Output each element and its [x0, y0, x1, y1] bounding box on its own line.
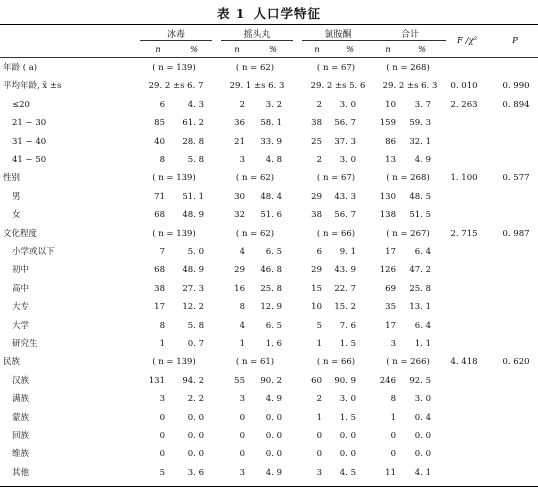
group-n-count: ( n = 268)	[386, 63, 430, 73]
percent-cell: 48. 9	[182, 210, 204, 221]
percent-cell: 12. 2	[182, 302, 204, 313]
row-label: 汉族	[12, 375, 30, 386]
percent-cell: 4. 9	[265, 467, 282, 478]
count-cell: 10	[385, 99, 396, 110]
count-cell: 60	[311, 375, 322, 386]
row-label: 年龄 ( a)	[3, 63, 38, 73]
count-cell: 0	[239, 412, 245, 423]
count-cell: 68	[154, 210, 165, 221]
header-f-chi: F /χ²	[456, 36, 478, 46]
percent-cell: 3. 0	[339, 99, 356, 110]
count-cell: 0	[159, 431, 165, 441]
percent-cell: 0. 0	[187, 449, 204, 460]
count-cell: 8	[390, 394, 396, 405]
percent-cell: 1. 6	[265, 339, 282, 349]
count-cell: 3	[239, 394, 245, 405]
table-row	[0, 78, 538, 95]
count-cell: 25	[311, 136, 322, 147]
percent-cell: 43. 9	[334, 265, 356, 276]
percent-cell: 59. 3	[409, 118, 431, 129]
count-cell: 68	[154, 265, 165, 276]
percent-cell: 56. 7	[334, 118, 356, 129]
percent-cell: 0. 0	[414, 431, 431, 441]
percent-cell: 27. 3	[182, 283, 204, 294]
p-value: 0. 990	[502, 81, 530, 92]
percent-cell: 25. 8	[260, 283, 282, 294]
count-cell: 8	[159, 155, 165, 165]
table-row	[0, 207, 538, 224]
row-label: 大学	[12, 320, 30, 331]
mean-age-value: 29. 2 ±s 6. 7	[148, 81, 204, 92]
row-label: 初中	[12, 265, 30, 276]
percent-cell: 0. 4	[414, 412, 431, 423]
row-label: 41 ~ 50	[12, 155, 47, 165]
percent-cell: 4. 5	[339, 467, 356, 478]
p-value: 0. 987	[502, 228, 530, 239]
sub-n-1: n	[155, 45, 161, 55]
percent-cell: 58. 1	[260, 118, 282, 129]
percent-cell: 33. 9	[260, 136, 282, 147]
table-row	[0, 60, 538, 77]
sub-n-4: n	[385, 45, 391, 55]
percent-cell: 6. 5	[265, 320, 282, 331]
p-value: 0. 894	[502, 99, 530, 110]
count-cell: 0	[390, 431, 396, 441]
percent-cell: 25. 8	[409, 283, 431, 294]
table-caption: 人口学特征	[253, 6, 322, 21]
count-cell: 7	[159, 247, 165, 257]
sub-n-3: n	[314, 45, 320, 55]
percent-cell: 6. 5	[265, 247, 282, 257]
table-row	[0, 410, 538, 427]
count-cell: 3	[390, 339, 396, 349]
count-cell: 0	[159, 449, 165, 460]
percent-cell: 0. 0	[187, 412, 204, 423]
percent-cell: 1. 5	[339, 412, 356, 423]
f-chi-value: 2. 715	[450, 228, 478, 239]
group-n-count: ( n = 67)	[316, 63, 356, 73]
count-cell: 29	[234, 265, 245, 276]
percent-cell: 4. 9	[414, 155, 431, 165]
f-chi-value: 0. 010	[450, 81, 478, 92]
row-label: 研究生	[12, 339, 38, 349]
percent-cell: 51. 1	[182, 191, 204, 202]
group-n-count: ( n = 62)	[235, 63, 275, 73]
count-cell: 11	[385, 467, 396, 478]
p-value: 0. 577	[502, 173, 530, 184]
count-cell: 131	[148, 375, 165, 386]
table-row	[0, 373, 538, 390]
bottom-rule	[0, 486, 538, 487]
sub-n-2: n	[234, 45, 240, 55]
header-rule	[0, 57, 538, 58]
table-row	[0, 446, 538, 463]
group-underline-1	[140, 40, 212, 41]
percent-cell: 9. 1	[339, 247, 356, 257]
count-cell: 0	[239, 431, 245, 441]
percent-cell: 92. 5	[409, 375, 431, 386]
table-row	[0, 134, 538, 151]
row-label: 男	[12, 191, 21, 202]
percent-cell: 4. 9	[265, 394, 282, 405]
count-cell: 3	[239, 155, 245, 165]
count-cell: 71	[154, 191, 165, 202]
group-n-count: ( n = 62)	[235, 173, 275, 184]
group-n-count: ( n = 67)	[316, 173, 356, 184]
count-cell: 38	[311, 210, 322, 221]
percent-cell: 2. 2	[187, 394, 204, 405]
mean-age-value: 29. 1 ±s 6. 3	[229, 81, 285, 92]
percent-cell: 3. 0	[339, 155, 356, 165]
row-label: 高中	[12, 283, 30, 294]
count-cell: 246	[379, 375, 396, 386]
count-cell: 1	[159, 339, 165, 349]
count-cell: 38	[311, 118, 322, 129]
p-value: 0. 620	[502, 357, 530, 368]
count-cell: 2	[316, 394, 322, 405]
count-cell: 32	[234, 210, 245, 221]
sub-pct-1: %	[189, 45, 199, 55]
count-cell: 138	[379, 210, 396, 221]
percent-cell: 48. 4	[260, 191, 282, 202]
group-n-count: ( n = 266)	[386, 357, 430, 368]
group-n-count: ( n = 66)	[316, 357, 356, 368]
percent-cell: 1. 1	[414, 339, 431, 349]
count-cell: 15	[311, 283, 322, 294]
count-cell: 10	[311, 302, 322, 313]
group-n-count: ( n = 139)	[152, 228, 196, 239]
percent-cell: 48. 9	[182, 265, 204, 276]
count-cell: 38	[154, 283, 165, 294]
row-label: 回族	[12, 431, 30, 441]
percent-cell: 43. 3	[334, 191, 356, 202]
row-label: 满族	[12, 394, 30, 405]
row-label: 文化程度	[3, 228, 38, 239]
percent-cell: 5. 0	[187, 247, 204, 257]
count-cell: 21	[234, 136, 245, 147]
count-cell: 4	[239, 247, 245, 257]
count-cell: 17	[385, 247, 396, 257]
count-cell: 30	[234, 191, 245, 202]
percent-cell: 3. 6	[187, 467, 204, 478]
row-label: 民族	[3, 357, 21, 368]
row-label: 蒙族	[12, 412, 30, 423]
table-row	[0, 226, 538, 243]
mean-age-value: 29. 2 ±s 5. 6	[310, 81, 366, 92]
count-cell: 0	[316, 431, 322, 441]
table-row	[0, 336, 538, 353]
sub-pct-2: %	[268, 45, 278, 55]
percent-cell: 56. 7	[334, 210, 356, 221]
table-row	[0, 262, 538, 279]
f-chi-value: 2. 263	[450, 99, 478, 110]
table-row	[0, 152, 538, 169]
count-cell: 16	[234, 283, 245, 294]
group-n-count: ( n = 139)	[152, 63, 196, 73]
count-cell: 13	[385, 155, 396, 165]
percent-cell: 94. 2	[182, 375, 204, 386]
count-cell: 8	[159, 320, 165, 331]
count-cell: 3	[316, 467, 322, 478]
percent-cell: 28. 8	[182, 136, 204, 147]
percent-cell: 90. 2	[260, 375, 282, 386]
group-n-count: ( n = 66)	[316, 228, 356, 239]
table-row	[0, 391, 538, 408]
row-label: 31 ~ 40	[12, 136, 47, 147]
group-n-count: ( n = 267)	[386, 228, 430, 239]
row-label: 小学或以下	[12, 247, 55, 257]
count-cell: 17	[385, 320, 396, 331]
percent-cell: 7. 6	[339, 320, 356, 331]
table-row	[0, 318, 538, 335]
group-underline-3	[302, 40, 374, 41]
percent-cell: 0. 0	[265, 449, 282, 460]
row-label: 性别	[3, 173, 21, 184]
percent-cell: 4. 8	[265, 155, 282, 165]
group-underline-2	[221, 40, 293, 41]
percent-cell: 61. 2	[182, 118, 204, 129]
count-cell: 130	[379, 191, 396, 202]
count-cell: 36	[234, 118, 245, 129]
count-cell: 1	[390, 412, 396, 423]
count-cell: 126	[379, 265, 396, 276]
count-cell: 0	[159, 412, 165, 423]
percent-cell: 47. 2	[409, 265, 431, 276]
row-label: 平均年龄, x̄ ±s	[3, 81, 62, 92]
table-number: 表 1	[216, 6, 246, 21]
row-label: 维族	[12, 449, 30, 460]
percent-cell: 6. 4	[414, 247, 431, 257]
percent-cell: 0. 0	[414, 449, 431, 460]
count-cell: 86	[385, 136, 396, 147]
count-cell: 1	[316, 339, 322, 349]
percent-cell: 12. 9	[260, 302, 282, 313]
f-chi-value: 4. 418	[450, 357, 478, 368]
group-n-count: ( n = 61)	[235, 357, 275, 368]
percent-cell: 0. 0	[265, 412, 282, 423]
count-cell: 85	[154, 118, 165, 129]
table-row	[0, 299, 538, 316]
percent-cell: 3. 0	[339, 394, 356, 405]
group-n-count: ( n = 139)	[152, 357, 196, 368]
percent-cell: 51. 5	[409, 210, 431, 221]
sub-pct-3: %	[345, 45, 355, 55]
percent-cell: 15. 2	[334, 302, 356, 313]
percent-cell: 46. 8	[260, 265, 282, 276]
row-label: ≤20	[12, 99, 30, 110]
row-label: 大专	[12, 302, 30, 313]
header-group-3: 氯胺酮	[324, 30, 352, 40]
percent-cell: 3. 0	[414, 394, 431, 405]
table-row	[0, 97, 538, 114]
percent-cell: 37. 3	[334, 136, 356, 147]
count-cell: 2	[316, 99, 322, 110]
count-cell: 4	[239, 320, 245, 331]
count-cell: 3	[239, 467, 245, 478]
group-n-count: ( n = 62)	[235, 228, 275, 239]
group-underline-4	[374, 40, 446, 41]
count-cell: 40	[154, 136, 165, 147]
table-row	[0, 115, 538, 132]
count-cell: 35	[385, 302, 396, 313]
percent-cell: 4. 1	[414, 467, 431, 478]
header-group-1: 冰毒	[166, 30, 185, 40]
count-cell: 159	[379, 118, 396, 129]
percent-cell: 13. 1	[409, 302, 431, 313]
percent-cell: 5. 8	[187, 155, 204, 165]
count-cell: 1	[239, 339, 245, 349]
count-cell: 6	[316, 247, 322, 257]
mean-age-value: 29. 2 ±s 6. 3	[382, 81, 438, 92]
top-rule	[0, 24, 538, 25]
percent-cell: 3. 2	[265, 99, 282, 110]
header-group-2: 摇头丸	[243, 30, 271, 40]
count-cell: 55	[234, 375, 245, 386]
table-row	[0, 354, 538, 371]
count-cell: 8	[239, 302, 245, 313]
table-row	[0, 244, 538, 261]
table-title	[0, 4, 538, 22]
percent-cell: 0. 0	[339, 449, 356, 460]
count-cell: 5	[316, 320, 322, 331]
count-cell: 29	[311, 265, 322, 276]
count-cell: 69	[385, 283, 396, 294]
percent-cell: 0. 0	[187, 431, 204, 441]
count-cell: 0	[239, 449, 245, 460]
table-row	[0, 465, 538, 482]
count-cell: 6	[159, 99, 165, 110]
percent-cell: 6. 4	[414, 320, 431, 331]
percent-cell: 32. 1	[409, 136, 431, 147]
percent-cell: 51. 6	[260, 210, 282, 221]
table-row	[0, 428, 538, 445]
percent-cell: 0. 0	[339, 431, 356, 441]
count-cell: 2	[316, 155, 322, 165]
percent-cell: 0. 7	[187, 339, 204, 349]
count-cell: 5	[159, 467, 165, 478]
table-row	[0, 281, 538, 298]
row-label: 其他	[12, 467, 30, 478]
count-cell: 3	[159, 394, 165, 405]
table-row	[0, 189, 538, 206]
f-chi-value: 1. 100	[450, 173, 478, 184]
percent-cell: 4. 3	[187, 99, 204, 110]
count-cell: 0	[316, 449, 322, 460]
count-cell: 1	[316, 412, 322, 423]
percent-cell: 22. 7	[334, 283, 356, 294]
percent-cell: 1. 5	[339, 339, 356, 349]
group-n-count: ( n = 268)	[386, 173, 430, 184]
header-p: P	[512, 36, 518, 46]
count-cell: 29	[311, 191, 322, 202]
percent-cell: 48. 5	[409, 191, 431, 202]
count-cell: 0	[390, 449, 396, 460]
table-row	[0, 170, 538, 187]
header-group-4: 合计	[400, 30, 419, 40]
sub-pct-4: %	[417, 45, 427, 55]
count-cell: 2	[239, 99, 245, 110]
percent-cell: 5. 8	[187, 320, 204, 331]
row-label: 21 ~ 30	[12, 118, 47, 129]
percent-cell: 3. 7	[414, 99, 431, 110]
percent-cell: 90. 9	[334, 375, 356, 386]
count-cell: 17	[154, 302, 165, 313]
row-label: 女	[12, 210, 21, 221]
group-n-count: ( n = 139)	[152, 173, 196, 184]
percent-cell: 0. 0	[265, 431, 282, 441]
